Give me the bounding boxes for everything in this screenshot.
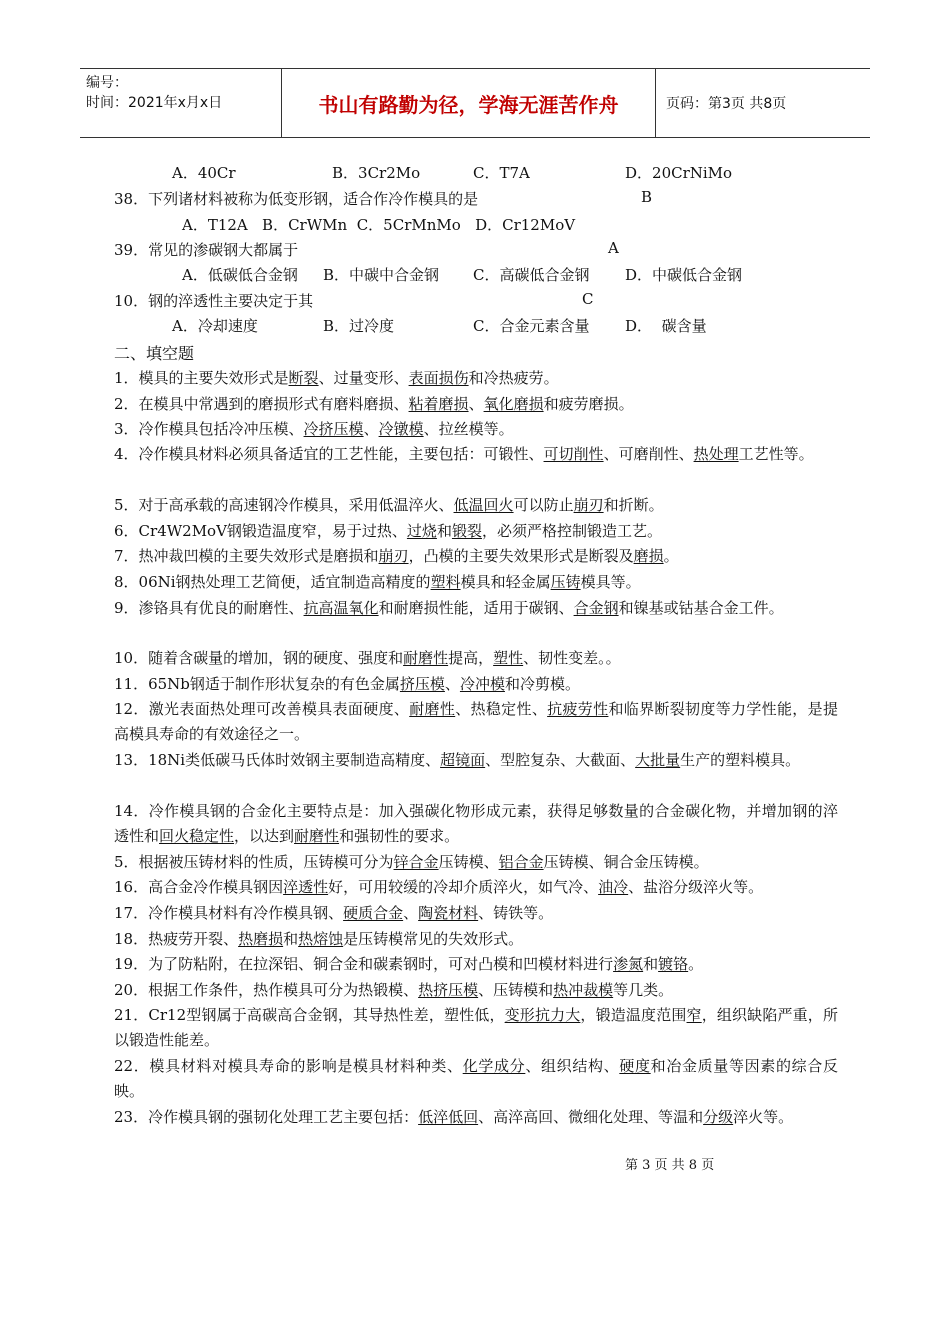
answer-blank: 磨损 (633, 547, 664, 565)
answer-blank: 变形抗力大 (504, 1006, 581, 1024)
question-text: 。 (688, 955, 704, 973)
q40-option-c: C．合金元素含量 (473, 317, 590, 335)
answer-blank: 塑料 (430, 573, 461, 591)
document-date: 时间：2021年x月x日 (86, 95, 223, 111)
question-text: 、拉丝模等。 (423, 420, 514, 438)
question-text: 23．冷作模具钢的强韧化处理工艺主要包括： (114, 1108, 419, 1126)
q38-options: A．T12A B．CrWMn C．5CrMnMo D．Cr12MoV (182, 216, 576, 234)
question-text: ，必须严格控制锻造工艺。 (481, 522, 662, 540)
fill-question-16 (114, 875, 838, 899)
answer-blank: 合金钢 (573, 599, 619, 617)
answer-blank: 热处理 (693, 445, 739, 463)
answer-blank: 崩刃 (573, 496, 604, 514)
answer-blank: 冷挤压模 (303, 420, 364, 438)
answer-blank: 抗高温氧化 (303, 599, 379, 617)
answer-blank: 崩刃 (378, 547, 409, 565)
question-text: 2．在模具中常遇到的磨损形式有磨料磨损、 (114, 395, 409, 413)
fill-question-9 (114, 596, 838, 621)
page-footer: 第 3 页 共 8 页 (625, 1158, 715, 1173)
question-text: 和疲劳磨损。 (543, 395, 634, 413)
question-text: 、盐浴分级淬火等。 (628, 878, 764, 896)
q39-option-c: C．高碳低合金钢 (473, 266, 590, 284)
question-text: 、可磨削性、 (603, 445, 694, 463)
question-text: 和强韧性的要求。 (339, 827, 460, 845)
answer-blank: 大批量 (635, 751, 681, 769)
question-text: 4．冷作模具材料必须具备适宜的工艺性能，主要包括：可锻性、 (114, 445, 544, 463)
question-text: 14．冷作模具钢的合金化主要特点是：加入强碳化物形成元素，获得足够数量的合金碳化物，并增加钢的淬透性和 (114, 802, 838, 845)
question-text: 和临界断裂韧度等力学性能，是提高模具寿命的有效途径之一。 (114, 700, 838, 743)
question-text: 和冷热疲劳。 (468, 369, 559, 387)
fill-question-6 (114, 519, 838, 543)
answer-blank: 可切削性 (543, 445, 604, 463)
question-text: 压铸模、铜合金压铸模。 (543, 853, 709, 871)
question-text: 等几类。 (613, 981, 674, 999)
q39-option-b: B．中碳中合金钢 (323, 266, 440, 284)
section-fill-in-title: 二、填空题 (114, 344, 195, 363)
fill-question-15 (114, 850, 838, 874)
question-text: ，以达到 (234, 827, 295, 845)
question-text: ，凸模的主要失效果形式是断裂及 (408, 547, 634, 565)
question-text: 和 (436, 522, 452, 540)
header-page-number: 页码：第3页 共8页 (666, 96, 787, 112)
question-text: 1．模具的主要失效形式是 (114, 369, 289, 387)
fill-question-10 (114, 646, 838, 670)
question-text: 20．根据工作条件，热作模具可分为热锻模、 (114, 981, 419, 999)
answer-blank: 淬透性 (283, 878, 329, 896)
question-text: 、过量变形、 (318, 369, 409, 387)
answer-blank: 回火稳定性 (159, 827, 235, 845)
question-text: 模具等。 (580, 573, 641, 591)
fill-question-20 (114, 978, 838, 1002)
question-text: 5．对于高承载的高速钢冷作模具，采用低温淬火、 (114, 496, 454, 514)
answer-blank: 表面损伤 (408, 369, 469, 387)
answer-blank: 窄 (686, 1006, 702, 1024)
answer-blank: 渗氮 (613, 955, 644, 973)
q37-option-b: B．3Cr2Mo (332, 164, 421, 182)
answer-blank: 铝合金 (498, 853, 544, 871)
question-text: 、 (444, 675, 460, 693)
question-text: 和镍基或钴基合金工件。 (618, 599, 784, 617)
fill-question-22 (114, 1054, 838, 1104)
question-text: 11．65Nb钢适于制作形状复杂的有色金属 (114, 675, 400, 693)
fill-question-4 (114, 442, 838, 467)
answer-blank: 化学成分 (462, 1057, 526, 1075)
question-text: 6．Cr4W2MoV钢锻造温度窄，易于过热、 (114, 522, 407, 540)
question-text: 10．随着含碳量的增加，钢的硬度、强度和 (114, 649, 404, 667)
answer-blank: 氧化磨损 (483, 395, 544, 413)
question-text: ，组织缺陷严重，所以锻造性能差。 (114, 1006, 838, 1049)
question-text: 8．06Ni钢热处理工艺简便，适宜制造高精度的 (114, 573, 431, 591)
q39-option-a: A．低碳低合金钢 (182, 266, 298, 284)
header-info (80, 69, 282, 137)
fill-question-17 (114, 901, 838, 925)
question-text: 、韧性变差。。 (523, 649, 621, 667)
fill-question-19 (114, 952, 838, 976)
answer-blank: 热冲裁模 (553, 981, 614, 999)
question-text: 和冶金质量等因素的综合反映。 (114, 1057, 838, 1100)
question-text: 21．Cr12型钢属于高碳高合金钢，其导热性差，塑性低， (114, 1006, 505, 1024)
answer-blank: 硬质合金 (343, 904, 404, 922)
answer-blank: 耐磨性 (409, 700, 456, 718)
q40-option-d: D． 碳含量 (625, 317, 707, 335)
answer-blank: 压铸 (550, 573, 581, 591)
fill-question-3 (114, 417, 838, 441)
answer-blank: 分级 (703, 1108, 734, 1126)
fill-question-7 (114, 544, 838, 568)
q40-option-b: B．过冷度 (323, 317, 395, 335)
q40-question: 10．钢的淬透性主要决定于其 (114, 292, 314, 310)
q40-answer: C (582, 290, 594, 308)
answer-blank: 耐磨性 (403, 649, 449, 667)
q37-option-a: A．40Cr (172, 164, 236, 182)
question-text: 淬火等。 (733, 1108, 794, 1126)
question-text: 18．热疲劳开裂、 (114, 930, 239, 948)
answer-blank: 低温回火 (453, 496, 514, 514)
document-number-label: 编号： (86, 75, 128, 91)
question-text: 、型腔复杂、大截面、 (485, 751, 636, 769)
question-text: 生产的塑料模具。 (680, 751, 801, 769)
question-text: 和耐磨损性能，适用于碳钢、 (378, 599, 574, 617)
question-text: 和 (283, 930, 299, 948)
answer-blank: 耐磨性 (294, 827, 340, 845)
fill-question-13 (114, 748, 838, 773)
question-text: 12．激光表面热处理可改善模具表面硬度、 (114, 700, 410, 718)
answer-blank: 断裂 (288, 369, 319, 387)
answer-blank: 热磨损 (238, 930, 284, 948)
answer-blank: 冷镦模 (378, 420, 424, 438)
question-text: 16．高合金冷作模具钢因 (114, 878, 284, 896)
question-text: 22．模具材料对模具寿命的影响是模具材料种类、 (114, 1057, 463, 1075)
answer-blank: 抗疲劳性 (547, 700, 609, 718)
fill-question-12 (114, 697, 838, 747)
question-text: 、组织结构、 (525, 1057, 620, 1075)
answer-blank: 锌合金 (393, 853, 439, 871)
question-text: 。 (663, 547, 679, 565)
question-text: 模具和轻金属 (460, 573, 551, 591)
question-text: 、热稳定性、 (455, 700, 548, 718)
q39-option-d: D．中碳低合金钢 (625, 266, 743, 284)
answer-blank: 锻裂 (451, 522, 482, 540)
question-text: 13．18Ni类低碳马氏体时效钢主要制造高精度、 (114, 751, 441, 769)
fill-question-21 (114, 1003, 838, 1053)
fill-question-8 (114, 570, 838, 594)
question-text: 好，可用较缓的冷却介质淬火，如气冷、 (328, 878, 599, 896)
question-text: 3．冷作模具包括冷冲压模、 (114, 420, 304, 438)
answer-blank: 挤压模 (399, 675, 445, 693)
q39-question: 39．常见的渗碳钢大都属于 (114, 241, 299, 259)
page-header (80, 68, 870, 138)
question-text: 19．为了防粘附，在拉深铝、铜合金和碳素钢时，可对凸模和凹模材料进行 (114, 955, 614, 973)
answer-blank: 热熔蚀 (298, 930, 344, 948)
answer-blank: 油冷 (598, 878, 629, 896)
answer-blank: 过烧 (406, 522, 437, 540)
question-text: 和折断。 (603, 496, 664, 514)
question-text: 、压铸模和 (478, 981, 554, 999)
answer-blank: 塑性 (493, 649, 524, 667)
question-text: 、高淬高回、微细化处理、等温和 (478, 1108, 704, 1126)
fill-question-2 (114, 392, 838, 416)
question-text: 17．冷作模具材料有冷作模具钢、 (114, 904, 344, 922)
fill-question-23 (114, 1105, 838, 1130)
answer-blank: 硬度 (619, 1057, 651, 1075)
question-text: 、 (468, 395, 484, 413)
answer-blank: 陶瓷材料 (418, 904, 479, 922)
question-text: ，锻造温度范围 (580, 1006, 687, 1024)
answer-blank: 热挤压模 (418, 981, 479, 999)
fill-question-1 (114, 366, 838, 390)
question-text: 、铸铁等。 (478, 904, 554, 922)
q37-option-c: C．T7A (473, 164, 530, 182)
question-text: 压铸模、 (438, 853, 499, 871)
fill-question-5 (114, 493, 838, 517)
answer-blank: 镀铬 (658, 955, 689, 973)
question-text: 9．渗铬具有优良的耐磨性、 (114, 599, 304, 617)
question-text: 、 (403, 904, 419, 922)
question-text: 提高， (448, 649, 494, 667)
q39-answer: A (608, 239, 619, 257)
q40-option-a: A．冷却速度 (172, 317, 258, 335)
question-text: 和冷剪模。 (504, 675, 580, 693)
question-text: 7．热冲裁凹模的主要失效形式是磨损和 (114, 547, 379, 565)
answer-blank: 粘着磨损 (408, 395, 469, 413)
question-text: 和 (643, 955, 659, 973)
answer-blank: 低淬低回 (418, 1108, 479, 1126)
q37-option-d: D．20CrNiMo (625, 164, 733, 182)
q38-answer: B (641, 188, 653, 206)
header-motto: 书山有路勤为径，学海无涯苦作舟 (282, 69, 656, 137)
fill-question-18 (114, 927, 838, 951)
q38-question: 38．下列诸材料被称为低变形钢，适合作冷作模具的是 (114, 190, 479, 208)
answer-blank: 超镜面 (440, 751, 486, 769)
fill-question-11 (114, 672, 838, 696)
question-text: 是压铸模常见的失效形式。 (343, 930, 524, 948)
question-text: 工艺性等。 (738, 445, 814, 463)
question-text: 、 (363, 420, 379, 438)
question-text: 5．根据被压铸材料的性质，压铸模可分为 (114, 853, 394, 871)
answer-blank: 冷冲模 (459, 675, 505, 693)
question-text: 可以防止 (513, 496, 574, 514)
fill-question-14 (114, 799, 838, 849)
